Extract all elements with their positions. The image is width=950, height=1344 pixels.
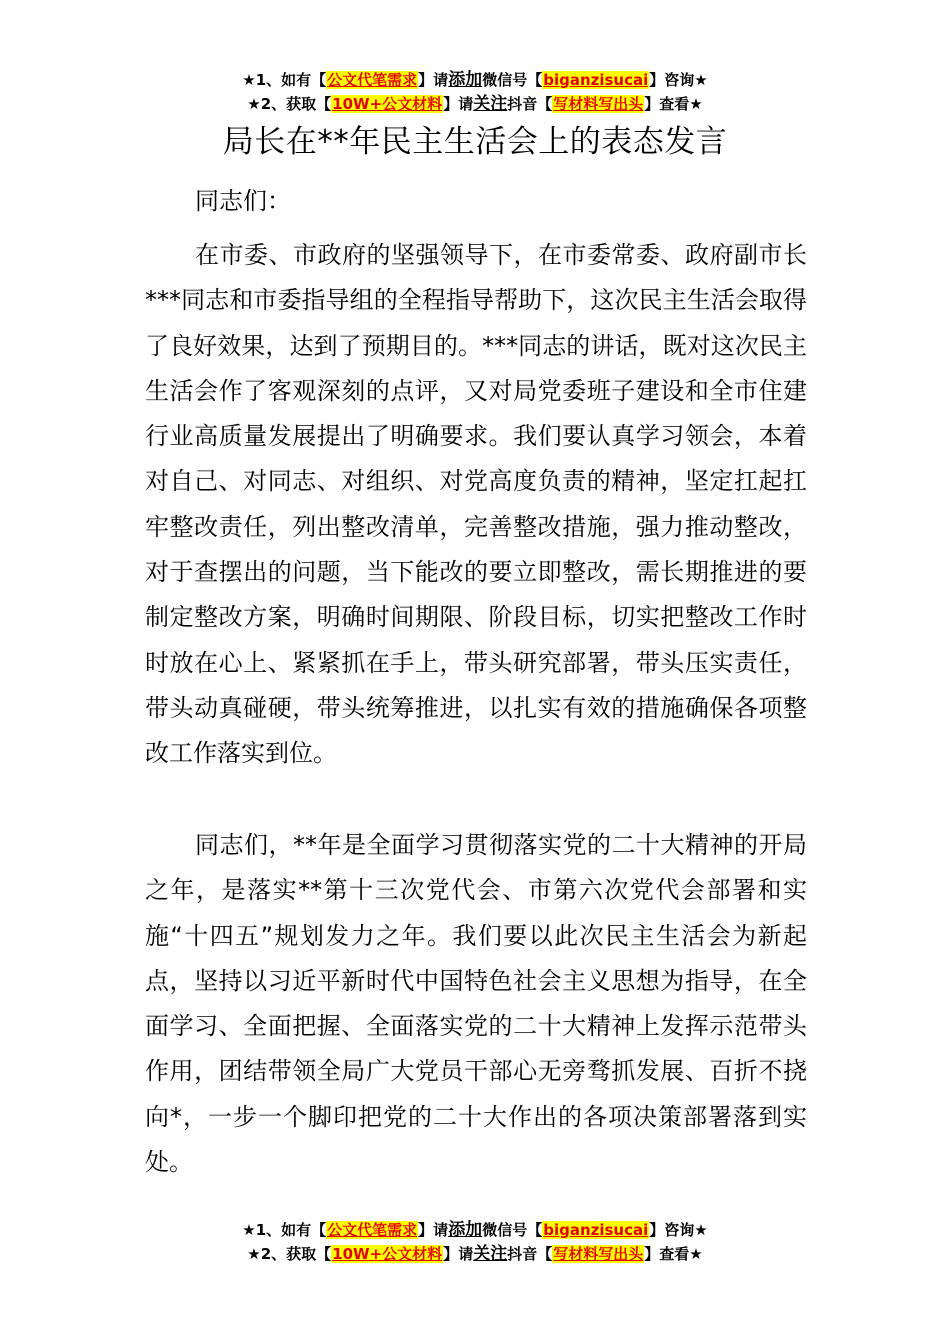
salutation: 同志们： [195,187,291,215]
banner-wechat-id: biganzisucai [543,71,649,89]
banner-highlight: 10W+公文材料 [332,95,443,113]
banner-text: 】查看★ [644,95,703,113]
banner-douyin-id: 写材料写出头 [553,95,644,113]
paragraph-1: 在市委、市政府的坚强领导下，在市委常委、政府副市长***同志和市委指导组的全程指导帮助下，这次民主生活会取得了良好效果，达到了预期目的。***同志的讲话，既对这次民主生活会作了客观深刻的点评，又对局党委班子建设和全市住建行业高质量发展提出了明确要求。我们要认真学习领会，本着对自己、对同志、对组织、对党高度负责的精神，坚定扛起扛牢整改责任，列出整改清单，完善整改措施，强力推动整改，对于查摆出的问题，当下能改的要立即整改，需长期推进的要制定整改方案，明确时间期限、阶段目标，切实把整改工作时时放在心上、紧紧抓在手上，带头研究部署，带头压实责任，带头动真碰硬，带头统筹推进，以扎实有效的措施确保各项整改工作落实到位。 [145,241,807,768]
banner-line-2 [0,92,950,116]
banner-emphasis: 关注 [473,1244,508,1264]
banner-text: 微信号【 [482,71,543,89]
banner-line-1 [0,68,950,92]
banner-text: 抖音【 [507,1245,553,1263]
banner-douyin-id: 写材料写出头 [553,1245,644,1263]
banner-highlight: 公文代笔需求 [327,71,418,89]
banner-emphasis: 关注 [473,94,508,114]
banner-text: 】请 [443,1245,474,1263]
banner-line-2 [0,1242,950,1266]
banner-text: 】咨询★ [649,71,708,89]
banner-text: ★2、获取【 [247,95,332,113]
banner-text: ★2、获取【 [247,1245,332,1263]
document-title: 局长在**年民主生活会上的表态发言 [222,124,728,160]
banner-text: 】查看★ [644,1245,703,1263]
header-banner [0,68,950,116]
banner-text: ★1、如有【 [242,1221,327,1239]
banner-text: 】请 [443,95,474,113]
banner-text: 微信号【 [482,1221,543,1239]
banner-text: 】请 [418,1221,449,1239]
banner-text: 抖音【 [507,95,553,113]
banner-wechat-id: biganzisucai [543,1221,649,1239]
banner-highlight: 10W+公文材料 [332,1245,443,1263]
footer-banner [0,1218,950,1266]
banner-text: 】咨询★ [649,1221,708,1239]
banner-line-1 [0,1218,950,1242]
banner-text: ★1、如有【 [242,71,327,89]
banner-text: 】请 [418,71,449,89]
banner-emphasis: 添加 [448,70,483,90]
banner-highlight: 公文代笔需求 [327,1221,418,1239]
banner-emphasis: 添加 [448,1220,483,1240]
paragraph-2: 同志们，**年是全面学习贯彻落实党的二十大精神的开局之年，是落实**第十三次党代会、市第六次党代会部署和实施“十四五”规划发力之年。我们要以此次民主生活会为新起点，坚持以习近平新时代中国特色社会主义思想为指导，在全面学习、全面把握、全面落实党的二十大精神上发挥示范带头作用，团结带领全局广大党员干部心无旁骛抓发展、百折不挠向*，一步一个脚印把党的二十大作出的各项决策部署落到实处。 [145,831,807,1177]
